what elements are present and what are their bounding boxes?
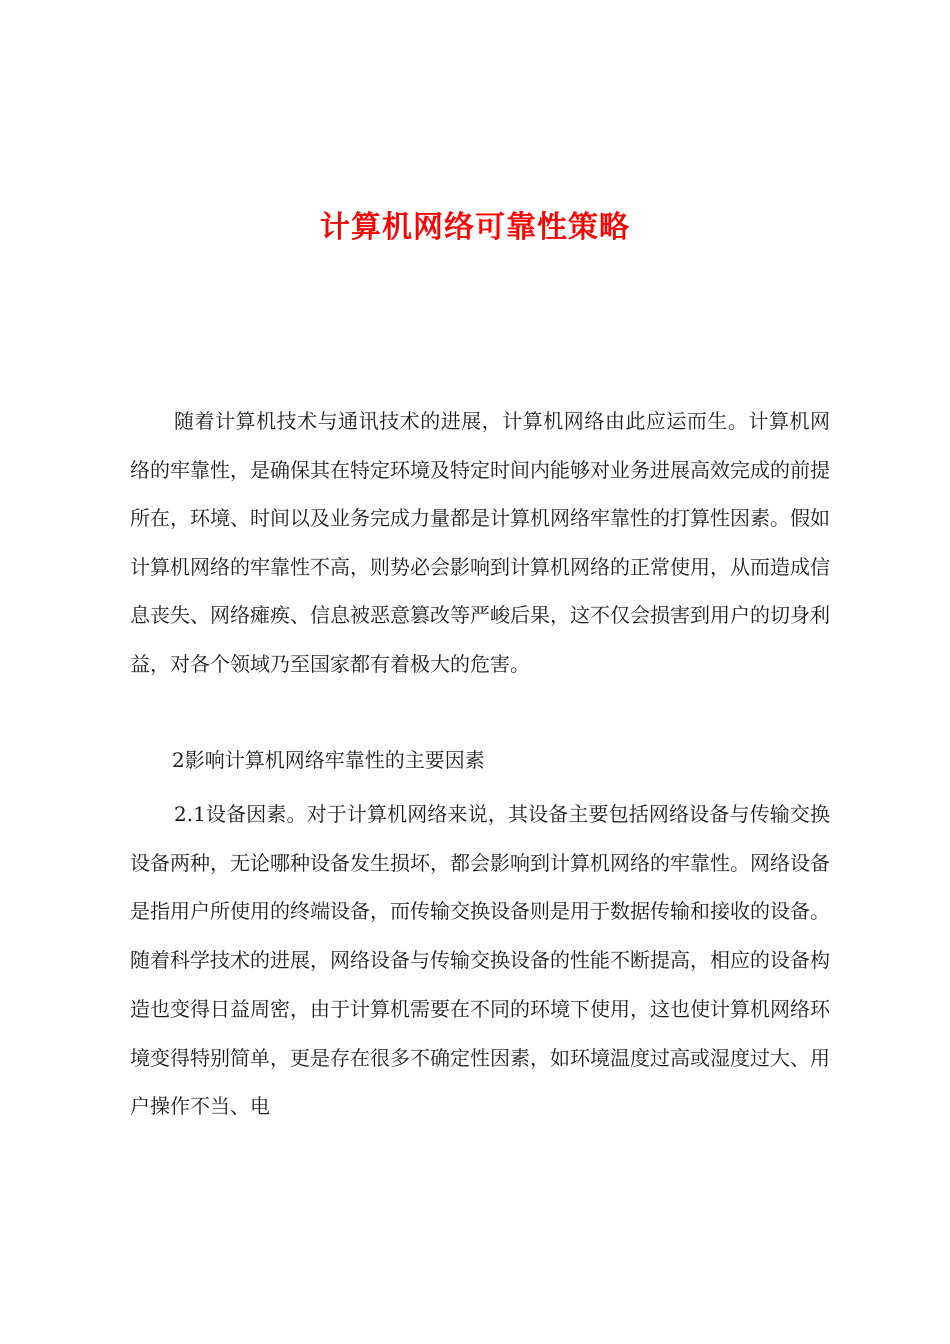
paragraph-intro: 随着计算机技术与通讯技术的进展，计算机网络由此应运而生。计算机网络的牢靠性，是确保其在特定环境及特定时间内能够对业务进展高效完成的前提所在，环境、时间以及业务完成力量都是计算机网络牢靠性的打算性因素。假如计算机网络的牢靠性不高，则势必会影响到计算机网络的正常使用，从而造成信息丧失、网络瘫痪、信息被恶意篡改等严峻后果，这不仅会损害到用户的切身利益，对各个领域乃至国家都有着极大的危害。 <box>130 409 830 676</box>
section-heading: 2影响计算机网络牢靠性的主要因素 <box>172 748 485 772</box>
document-title: 计算机网络可靠性策略 <box>320 210 630 245</box>
paragraph-equipment-factors: 2.1设备因素。对于计算机网络来说，其设备主要包括网络设备与传输交换设备两种，无论哪种设备发生损坏，都会影响到计算机网络的牢靠性。网络设备是指用户所使用的终端设备，而传输交换设备则是用于数据传输和接收的设备。随着科学技术的进展，网络设备与传输交换设备的性能不断提高，相应的设备构造也变得日益周密，由于计算机需要在不同的环境下使用，这也使计算机网络环境变得特别简单，更是存在很多不确定性因素，如环境温度过高或湿度过大、用户操作不当、电 <box>130 802 830 1119</box>
